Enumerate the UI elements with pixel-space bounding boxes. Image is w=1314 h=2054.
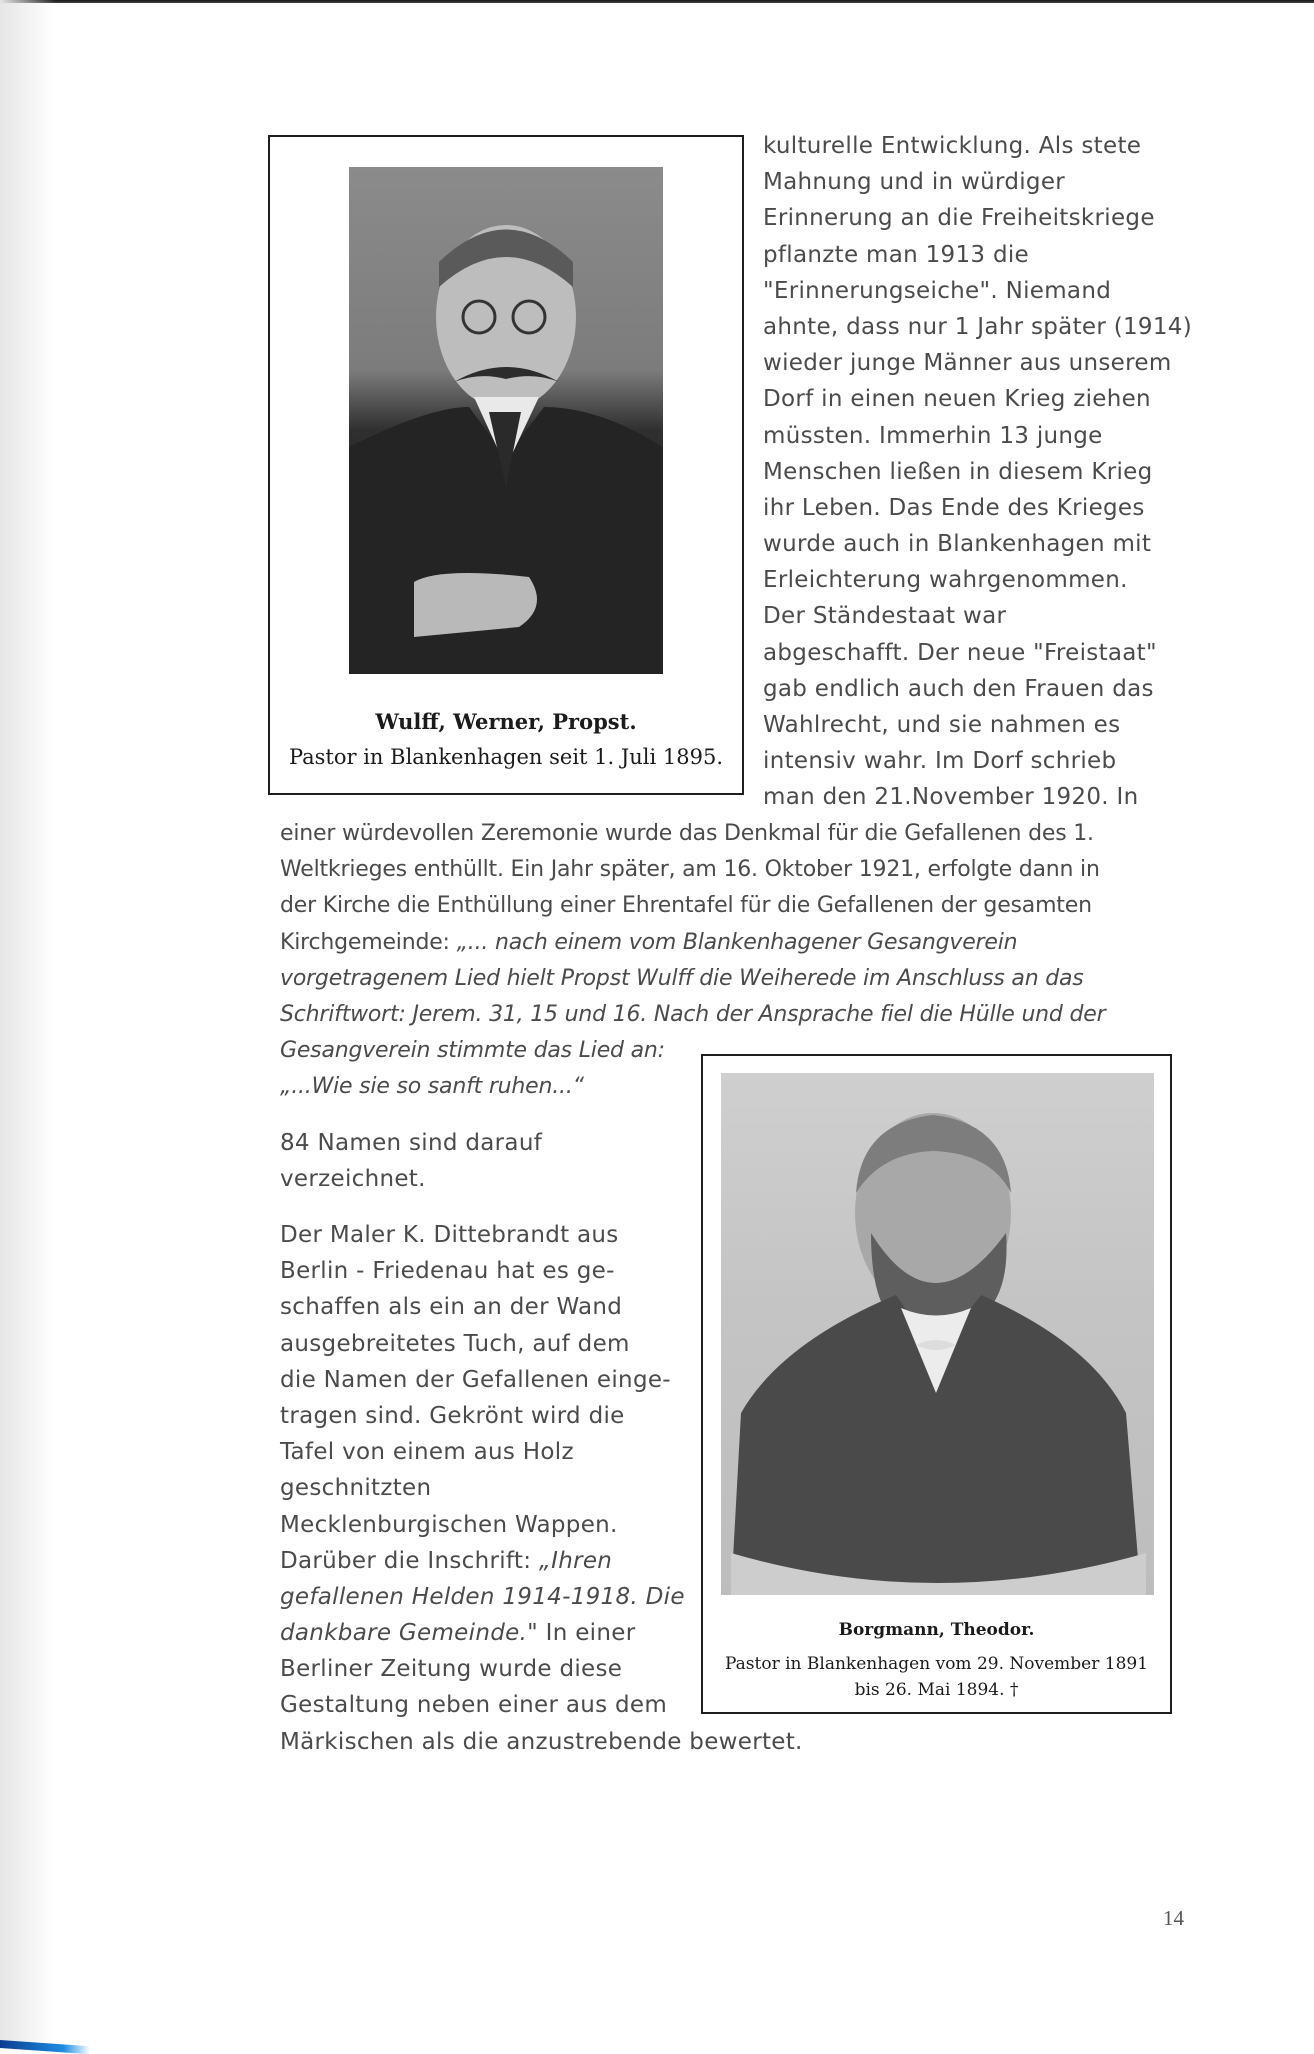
text-line: verzeichnet. <box>280 1166 426 1193</box>
text-line: Der Ständestaat war <box>763 603 1007 630</box>
text-line: Mecklenburgischen Wappen. <box>280 1511 618 1538</box>
text-line: Weltkrieges enthüllt. Ein Jahr später, am 16. Oktober 1921, erfolgte dann in <box>280 857 1100 883</box>
text-line: Menschen ließen in diesem Krieg <box>763 458 1153 485</box>
text-line: geschnitzten <box>280 1475 432 1502</box>
quote-text: Gesangverein stimmte das Lied an: <box>280 1038 665 1064</box>
text-line: Dorf in einen neuen Krieg ziehen <box>763 386 1151 413</box>
scan-top-edge <box>0 0 1314 3</box>
figure-wulff <box>268 135 744 795</box>
text-line: kulturelle Entwicklung. Als stete <box>763 133 1142 159</box>
text-line: ausgebreitetes Tuch, auf dem <box>280 1330 630 1357</box>
text-line: einer würdevollen Zeremonie wurde das Denkmal für die Gefallenen des 1. <box>280 821 1094 846</box>
quote-intro: Kirchgemeinde: <box>280 929 457 955</box>
portrait-photo-wulff <box>349 167 663 674</box>
paragraph-names <box>280 1125 542 1197</box>
text-line: die Namen der Gefallenen einge- <box>280 1366 671 1393</box>
text-line <box>280 925 1105 961</box>
text-line: wieder junge Männer aus unserem <box>763 350 1172 377</box>
text-line: ahnte, dass nur 1 Jahr später (1914) <box>763 313 1192 340</box>
text-line: Mahnung und in würdiger <box>763 169 1066 196</box>
text-line: Tafel von einem aus Holz <box>280 1439 574 1466</box>
text-line: tragen sind. Gekrönt wird die <box>280 1402 625 1429</box>
text-line: ihr Leben. Das Ende des Krieges <box>763 494 1145 521</box>
inscription-text: „Ihren <box>538 1547 613 1574</box>
text-fragment: In einer <box>538 1620 636 1647</box>
figure-caption-name: Wulff, Werner, Propst. <box>375 709 637 734</box>
text-line: Der Maler K. Dittebrandt aus <box>280 1222 619 1248</box>
text-line: Berlin - Friedenau hat es ge- <box>280 1258 615 1285</box>
text-line: Wahlrecht, und sie nahmen es <box>763 712 1121 738</box>
portrait-silhouette-icon <box>349 167 663 674</box>
figure-borgmann <box>701 1054 1172 1714</box>
text-line: 84 Namen sind darauf <box>280 1130 543 1156</box>
text-line: müssten. Immerhin 13 junge <box>763 422 1103 449</box>
text-line: Märkischen als die anzustrebende bewertet. <box>280 1728 803 1755</box>
text-line: der Kirche die Enthüllung einer Ehrentafel für die Gefallenen der gesamten <box>280 893 1092 919</box>
inscription-text: gefallenen Helden 1914-1918. Die <box>280 1583 685 1610</box>
figure-caption-name: Borgmann, Theodor. <box>838 1620 1035 1640</box>
text-line: Erleichterung wahrgenommen. <box>763 567 1128 594</box>
text-line: gab endlich auch den Frauen das <box>763 675 1154 702</box>
portrait-silhouette-icon <box>721 1073 1154 1595</box>
text-line: Berliner Zeitung wurde diese <box>280 1656 623 1683</box>
quote-text: „... nach einem vom Blankenhagener Gesangverein <box>456 929 1018 955</box>
text-line: "Erinnerungseiche". Niemand <box>763 277 1112 304</box>
scan-left-shadow <box>0 0 55 2048</box>
page-number: 14 <box>1163 1906 1184 1930</box>
text-line: Gestaltung neben einer aus dem <box>280 1692 668 1719</box>
text-line: man den 21.November 1920. In <box>763 784 1139 811</box>
text-line: abgeschafft. Der neue "Freistaat" <box>763 639 1157 666</box>
quote-text: Schriftwort: Jerem. 31, 15 und 16. Nach der Ansprache fiel die Hülle und der <box>280 1001 1106 1027</box>
text-line: wurde auch in Blankenhagen mit <box>763 531 1152 558</box>
figure-caption-detail: Pastor in Blankenhagen vom 29. November 1891 <box>724 1654 1149 1674</box>
body-right-column <box>763 128 1192 816</box>
text-line: Erinnerung an die Freiheitskriege <box>763 205 1155 232</box>
figure-caption-detail: bis 26. Mai 1894. † <box>854 1680 1019 1700</box>
text-line: pflanzte man 1913 die <box>763 241 1029 268</box>
quote-text: vorgetragenem Lied hielt Propst Wulff die Weiherede im Anschluss an das <box>280 965 1084 991</box>
text-line: schaffen als ein an der Wand <box>280 1294 623 1321</box>
text-line: intensiv wahr. Im Dorf schrieb <box>763 748 1117 775</box>
figure-caption-detail: Pastor in Blankenhagen seit 1. Juli 1895. <box>288 745 724 769</box>
portrait-photo-borgmann <box>721 1073 1154 1595</box>
inscription-text: dankbare Gemeinde." <box>280 1620 539 1647</box>
quote-song-title: „...Wie sie so sanft ruhen...“ <box>280 1074 584 1100</box>
inscription-prefix: Darüber die Inschrift: <box>280 1547 539 1574</box>
